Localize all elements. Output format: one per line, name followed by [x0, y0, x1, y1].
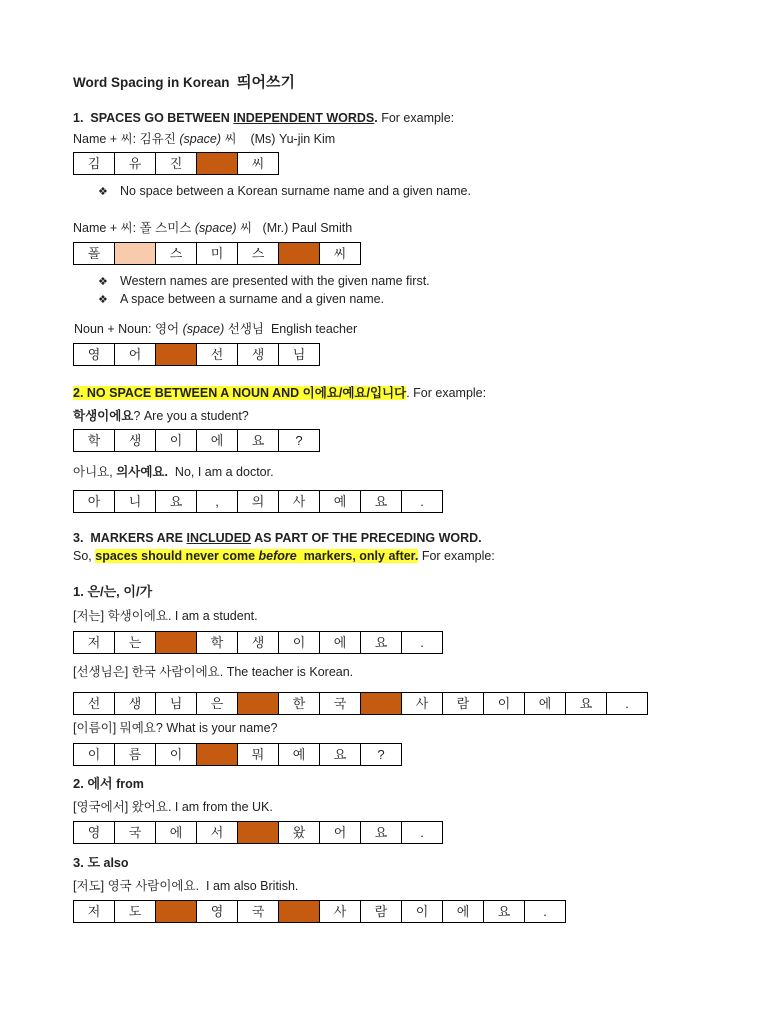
syllable-cell: 학 [197, 632, 238, 654]
syllable-cell: 는 [115, 632, 156, 654]
syllable-cell: 저 [74, 901, 115, 923]
syllable-cell: 한 [279, 693, 320, 715]
marker-heading: 1. 은/는, 이/가 [73, 584, 153, 599]
syllable-cell: 름 [115, 744, 156, 766]
syllable-cell: 이 [279, 632, 320, 654]
syllable-cell: 진 [156, 153, 197, 175]
note-bullet: ❖ No space between a Korean surname name and a given name. [98, 184, 471, 198]
syllable-cell: . [525, 901, 566, 923]
marker-heading: 3. 도 also [73, 855, 129, 870]
syllable-cell: 에 [320, 632, 361, 654]
syllable-cell: 국 [320, 693, 361, 715]
syllable-cell: 이 [156, 430, 197, 452]
syllable-grid [73, 821, 443, 844]
syllable-cell: ? [279, 430, 320, 452]
syllable-cell: 요 [566, 693, 607, 715]
syllable-cell: 서 [197, 822, 238, 844]
syllable-cell: 요 [484, 901, 525, 923]
syllable-cell: 씨 [320, 243, 361, 265]
syllable-cell: 어 [320, 822, 361, 844]
syllable-grid [73, 692, 648, 715]
syllable-cell: , [197, 491, 238, 513]
syllable-grid [73, 631, 443, 654]
diamond-bullet-icon: ❖ [98, 186, 108, 198]
example-line: Noun + Noun: 영어 (space) 선생님 English teacher [74, 322, 358, 336]
syllable-cell: 저 [74, 632, 115, 654]
example-line: Name + 씨: 김유진 (space) 씨 (Ms) Yu-jin Kim [73, 132, 336, 146]
diamond-bullet-icon: ❖ [98, 294, 108, 306]
syllable-cell: 씨 [238, 153, 279, 175]
marker-heading: 2. 에서 from [73, 776, 144, 791]
example-line: [선생님은] 한국 사람이에요. The teacher is Korean. [73, 665, 354, 679]
syllable-cell: 학 [74, 430, 115, 452]
syllable-cell: 이 [484, 693, 525, 715]
space-cell [279, 243, 320, 265]
section-3-heading: 3. MARKERS ARE INCLUDED AS PART OF THE PRECEDING WORD. [73, 531, 482, 545]
syllable-cell: 요 [156, 491, 197, 513]
space-cell [156, 632, 197, 654]
section-2-heading: 2. NO SPACE BETWEEN A NOUN AND 이에요/예요/입니다. For example: [73, 386, 487, 400]
syllable-cell: 스 [156, 243, 197, 265]
syllable-cell: . [402, 491, 443, 513]
syllable-cell: 에 [443, 901, 484, 923]
syllable-cell: . [402, 822, 443, 844]
syllable-cell: 님 [156, 693, 197, 715]
example-line: [저는] 학생이에요. I am a student. [73, 609, 258, 623]
note-bullet: ❖ Western names are presented with the given name first. [98, 274, 430, 288]
syllable-cell: 이 [74, 744, 115, 766]
space-cell [238, 822, 279, 844]
syllable-cell: 영 [74, 822, 115, 844]
syllable-grid [73, 429, 320, 452]
syllable-cell: 예 [279, 744, 320, 766]
syllable-cell: ? [361, 744, 402, 766]
syllable-cell: 미 [197, 243, 238, 265]
syllable-cell: 영 [197, 901, 238, 923]
example-line: [이름이] 뭐예요? What is your name? [73, 721, 278, 735]
space-cell [361, 693, 402, 715]
example-line: 학생이에요? Are you a student? [73, 409, 249, 423]
syllable-cell: 요 [361, 632, 402, 654]
example-line: Name + 씨: 폴 스미스 (space) 씨 (Mr.) Paul Smith [73, 221, 353, 235]
syllable-cell: 의 [238, 491, 279, 513]
space-cell [238, 693, 279, 715]
space-cell [156, 344, 197, 366]
syllable-cell: 사 [279, 491, 320, 513]
syllable-cell: . [402, 632, 443, 654]
syllable-cell: 영 [74, 344, 115, 366]
syllable-cell: 사 [402, 693, 443, 715]
syllable-cell: 니 [115, 491, 156, 513]
syllable-cell: 은 [197, 693, 238, 715]
syllable-cell: 폴 [74, 243, 115, 265]
syllable-cell: 예 [320, 491, 361, 513]
syllable-cell: 람 [361, 901, 402, 923]
space-cell [156, 901, 197, 923]
syllable-cell: 님 [279, 344, 320, 366]
syllable-cell: 스 [238, 243, 279, 265]
syllable-cell: . [607, 693, 648, 715]
syllable-grid [73, 490, 443, 513]
syllable-cell: 생 [238, 344, 279, 366]
syllable-cell: 요 [238, 430, 279, 452]
syllable-cell: 사 [320, 901, 361, 923]
syllable-cell: 뭐 [238, 744, 279, 766]
syllable-cell: 생 [115, 693, 156, 715]
syllable-cell: 요 [361, 822, 402, 844]
syllable-grid [73, 900, 566, 923]
syllable-grid [73, 743, 402, 766]
example-line: 아니요, 의사예요. No, I am a doctor. [73, 465, 274, 479]
syllable-cell: 생 [238, 632, 279, 654]
syllable-cell: 국 [115, 822, 156, 844]
example-line: [저도] 영국 사람이에요. I am also British. [73, 879, 299, 893]
syllable-grid [73, 152, 279, 175]
syllable-cell: 선 [74, 693, 115, 715]
syllable-grid [73, 242, 361, 265]
syllable-cell: 선 [197, 344, 238, 366]
syllable-cell: 도 [115, 901, 156, 923]
space-cell [279, 901, 320, 923]
note-bullet: ❖ A space between a surname and a given name. [98, 292, 385, 306]
syllable-cell: 어 [115, 344, 156, 366]
syllable-cell: 국 [238, 901, 279, 923]
light-space-cell [115, 243, 156, 265]
syllable-cell: 에 [197, 430, 238, 452]
syllable-cell: 에 [156, 822, 197, 844]
page-title: Word Spacing in Korean 띄어쓰기 [73, 74, 295, 91]
syllable-grid [73, 343, 320, 366]
syllable-cell: 이 [402, 901, 443, 923]
diamond-bullet-icon: ❖ [98, 276, 108, 288]
syllable-cell: 생 [115, 430, 156, 452]
section-1-heading: 1. SPACES GO BETWEEN INDEPENDENT WORDS. For example: [73, 111, 455, 125]
space-cell [197, 153, 238, 175]
syllable-cell: 에 [525, 693, 566, 715]
syllable-cell: 요 [361, 491, 402, 513]
syllable-cell: 아 [74, 491, 115, 513]
syllable-cell: 유 [115, 153, 156, 175]
space-cell [197, 744, 238, 766]
syllable-cell: 람 [443, 693, 484, 715]
syllable-cell: 이 [156, 744, 197, 766]
syllable-cell: 왔 [279, 822, 320, 844]
syllable-cell: 요 [320, 744, 361, 766]
syllable-cell: 김 [74, 153, 115, 175]
section-3-rule: So, spaces should never come before markers, only after. For example: [73, 549, 495, 563]
example-line: [영국에서] 왔어요. I am from the UK. [73, 800, 273, 814]
